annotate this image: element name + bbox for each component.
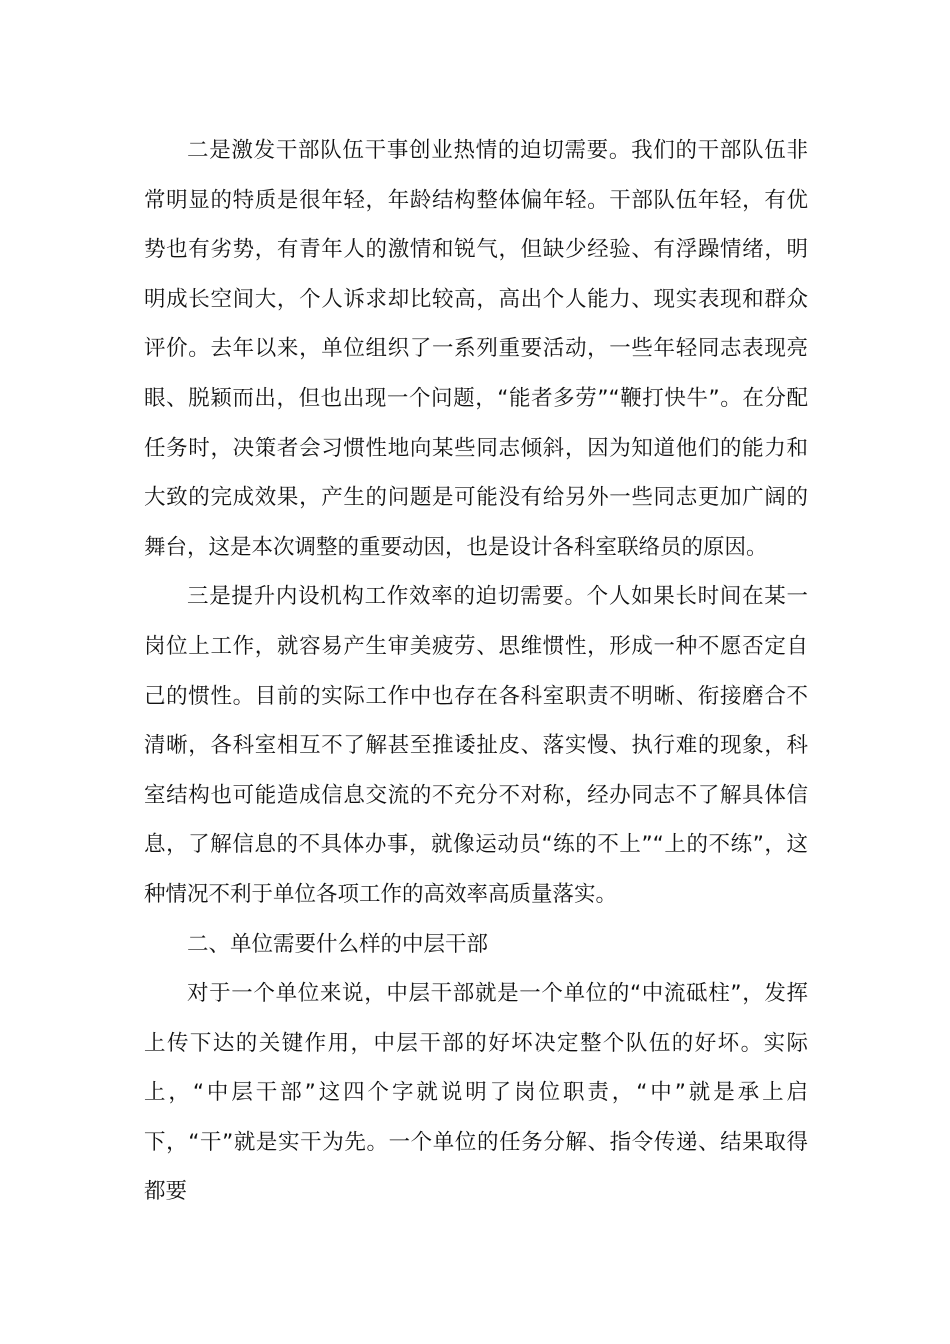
paragraph-efficiency: 三是提升内设机构工作效率的迫切需要。个人如果长时间在某一岗位上工作，就容易产生审美疲劳、思维惯性，形成一种不愿否定自己的惯性。目前的实际工作中也存在各科室职责不明晰、衔接磨合不清晰，各科室相互不了解甚至推诿扯皮、落实慢、执行难的现象，科室结构也可能造成信息交流的不充分不对称，经办同志不了解具体信息，了解信息的不具体办事，就像运动员“练的不上”“上的不练”，这种情况不利于单位各项工作的高效率高质量落实。 (144, 584, 808, 907)
paragraph-middle-cadres: 对于一个单位来说，中层干部就是一个单位的“中流砥柱”，发挥上传下达的关键作用，中层干部的好坏决定整个队伍的好坏。实际上，“中层干部”这四个字就说明了岗位职责，“中”就是承上启下，“干”就是实干为先。一个单位的任务分解、指令传递、结果取得都要 (144, 981, 808, 1205)
section-heading: 二、单位需要什么样的中层干部 (187, 931, 489, 957)
document-body (144, 126, 808, 1217)
paragraph-cadre-enthusiasm: 二是激发干部队伍干事创业热情的迫切需要。我们的干部队伍非常明显的特质是很年轻，年龄结构整体偏年轻。干部队伍年轻，有优势也有劣势，有青年人的激情和锐气，但缺少经验、有浮躁情绪，明明成长空间大，个人诉求却比较高，高出个人能力、现实表现和群众评价。去年以来，单位组织了一系列重要活动，一些年轻同志表现亮眼、脱颖而出，但也出现一个问题，“能者多劳”“鞭打快牛”。在分配任务时，决策者会习惯性地向某些同志倾斜，因为知道他们的能力和大致的完成效果，产生的问题是可能没有给另外一些同志更加广阔的舞台，这是本次调整的重要动因，也是设计各科室联络员的原因。 (144, 138, 808, 560)
